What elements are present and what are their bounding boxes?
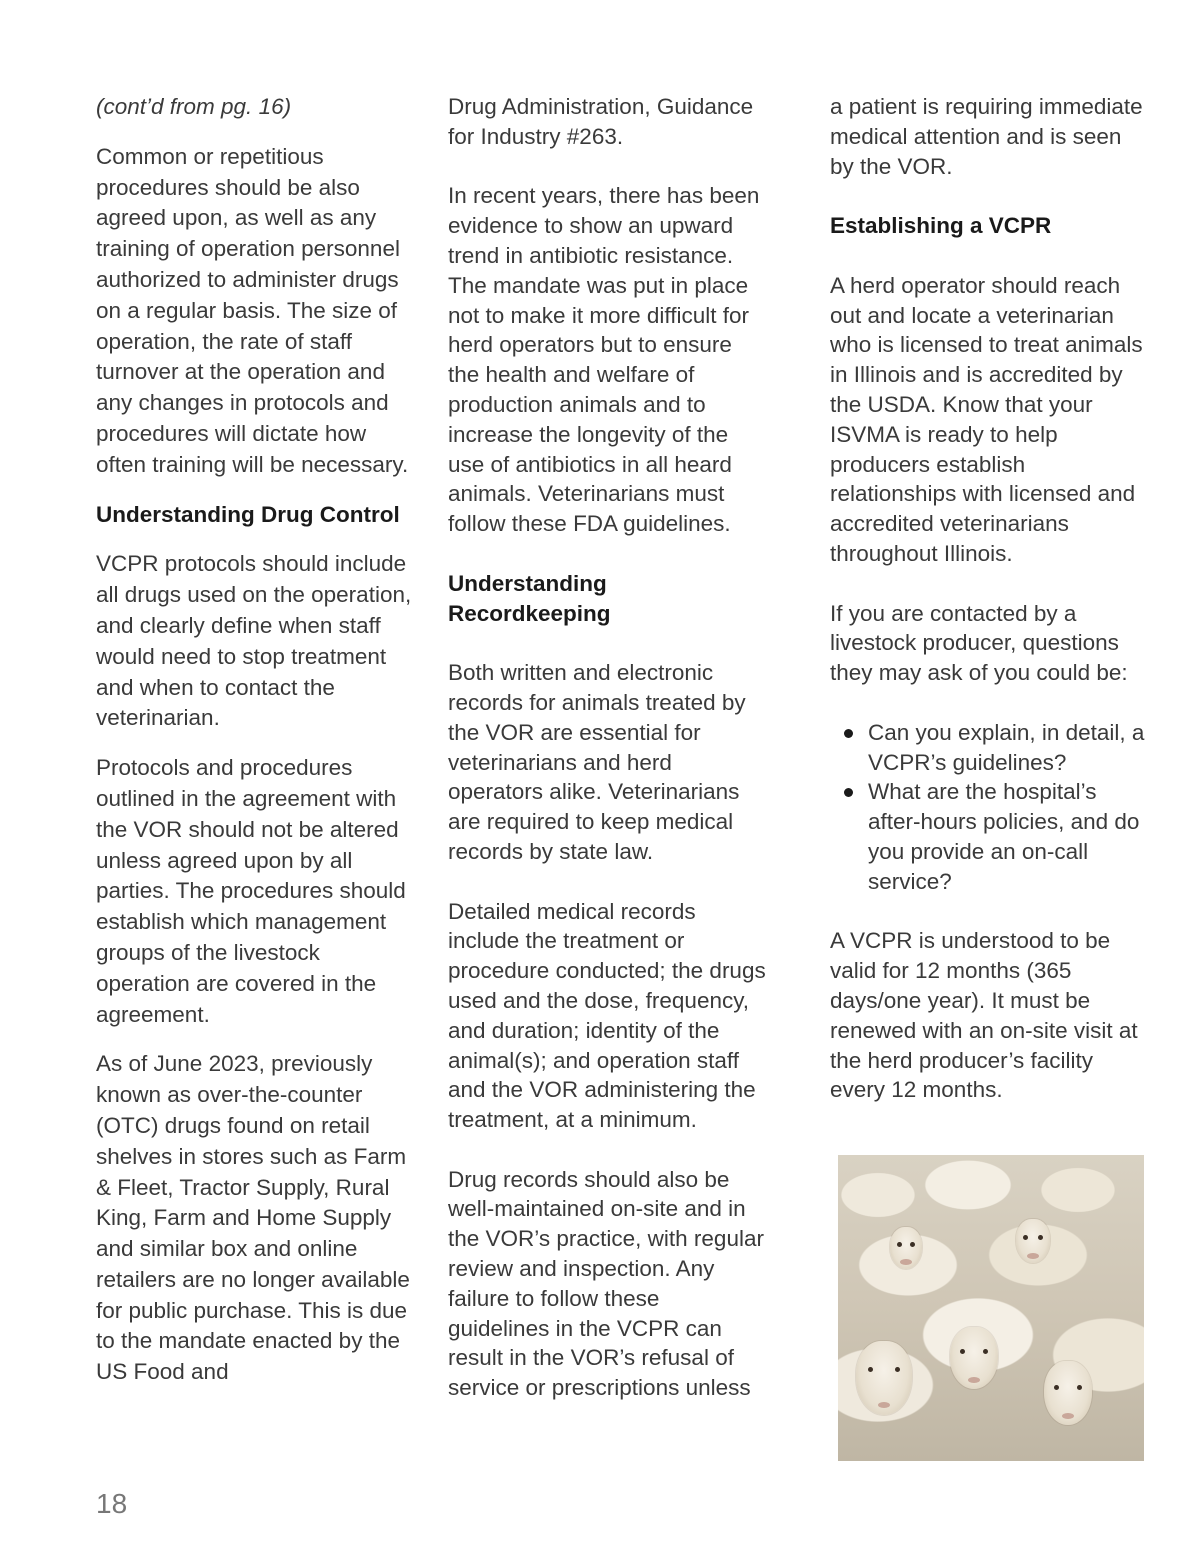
paragraph: a patient is requiring immediate medical attention and is seen by the VOR. <box>830 94 1143 179</box>
list-item: What are the hospital’s after-hours policies, and do you provide an on-call service? <box>868 777 1150 896</box>
paragraph: As of June 2023, previously known as over-the-counter (OTC) drugs found on retail shelves in stores such as Farm & Fleet, Tractor Supply, Rural King, Farm and Home Supply and similar box and online retailers are no longer available for public purchase. This is due to the mandate enacted by the US Food and <box>96 1051 410 1385</box>
paragraph: Drug Administration, Guidance for Industry #263. <box>448 94 754 149</box>
paragraph: VCPR protocols should include all drugs used on the operation, and clearly define when staff would need to stop treatment and when to contact the veterinarian. <box>96 551 412 731</box>
sheep-face <box>1044 1361 1092 1425</box>
column-left <box>96 92 414 1407</box>
section-heading-drug-control: Understanding Drug Control <box>96 501 400 527</box>
paragraph: Common or repetitious procedures should be also agreed upon, as well as any training of operation personnel authorized to administer drugs on a regular basis. The size of operation, the rate of staff turnover at the operation and any changes in protocols and procedures will dictate how often training will be necessary. <box>96 143 409 477</box>
column-right <box>830 92 1150 1135</box>
column-middle <box>448 92 766 1433</box>
paragraph: If you are contacted by a livestock producer, questions they may ask of you could be: <box>830 600 1128 686</box>
sheep-flock-image <box>838 1155 1144 1461</box>
paragraph: Protocols and procedures outlined in the agreement with the VOR should not be altered unless agreed upon by all parties. The procedures should establish which management groups of the livestock operation are covered in the agreement. <box>96 755 406 1027</box>
continued-note: (cont’d from pg. 16) <box>96 94 292 119</box>
list-item: Can you explain, in detail, a VCPR’s guidelines? <box>868 718 1150 778</box>
sheep-face <box>856 1341 912 1415</box>
sheep-face <box>950 1327 998 1389</box>
paragraph: In recent years, there has been evidence to show an upward trend in antibiotic resistance. The mandate was put in place not to make it more difficult for herd operators but to ensure the health and welfare of production animals and to increase the longevity of the use of antibiotics in all heard animals. Veterinarians must follow these FDA guidelines. <box>448 183 760 537</box>
section-heading-recordkeeping: Understanding Recordkeeping <box>448 570 611 626</box>
page-number: 18 <box>96 1488 128 1519</box>
sheep-face <box>890 1227 922 1269</box>
paragraph: A herd operator should reach out and locate a veterinarian who is licensed to treat animals in Illinois and is accredited by the USDA. Know that your ISVMA is ready to help producers establish relationships with licensed and accredited veterinarians throughout Illinois. <box>830 272 1143 566</box>
paragraph: A VCPR is understood to be valid for 12 months (365 days/one year). It must be renewed with an on-site visit at the herd producer’s facility every 12 months. <box>830 928 1138 1103</box>
sheep-face <box>1016 1219 1050 1263</box>
paragraph: Both written and electronic records for animals treated by the VOR are essential for veterinarians and herd operators alike. Veterinarians are required to keep medical records by state law. <box>448 660 746 864</box>
question-list <box>830 718 1150 897</box>
section-heading-establishing-vcpr: Establishing a VCPR <box>830 213 1052 239</box>
paragraph: Detailed medical records include the treatment or procedure conducted; the drugs used and the dose, frequency, and duration; identity of the animal(s); and operation staff and the VOR administering the treatment, at a minimum. <box>448 898 766 1133</box>
paragraph: Drug records should also be well-maintained on-site and in the VOR’s practice, with regular review and inspection. Any failure to follow these guidelines in the VCPR can result in the VOR’s refusal of service or prescriptions unless <box>448 1166 764 1401</box>
